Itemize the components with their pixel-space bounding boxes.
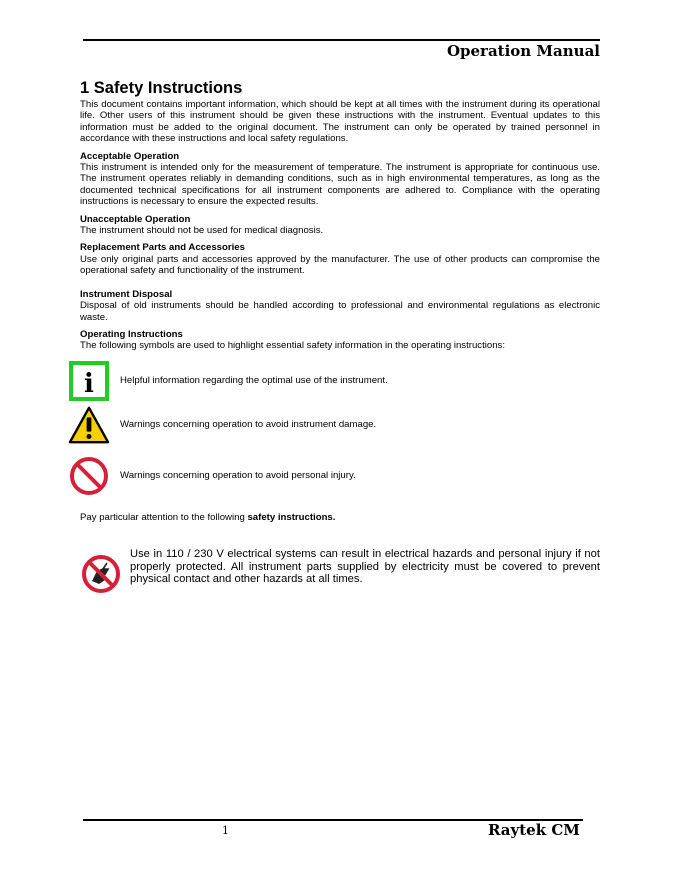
acceptable-operation-text: This instrument is intended only for the measurement of temperature. The instrument is appropriate for continuous use. The instrument operates reliably in demanding conditions, such as in high environmental temperatures, as long as the documented technical specifications for all instrument components are adhered to. Compliance with the operating instructions is necessary to ensure the expected results. [80,162,600,208]
footer-brand: Raytek CM [488,821,580,839]
unacceptable-operation-text: The instrument should not be used for medical diagnosis. [80,225,324,237]
unacceptable-operation-title: Unacceptable Operation [80,213,191,225]
replacement-parts-title: Replacement Parts and Accessories [80,242,245,254]
intro-paragraph: This document contains important information, which should be kept at all times with the instrument during its operational life. Other users of this instrument should be given these instructions with the instrument. Eventual updates to this information must be added to the original document. The instrument can only be operated by trained personnel in accordance with these instructions and local safety regulations. [80,99,600,145]
acceptable-operation-title: Acceptable Operation [80,150,180,162]
page-number: 1 [222,824,229,837]
header-title: Operation Manual [446,42,600,60]
operating-instructions-title: Operating Instructions [80,328,183,340]
instrument-disposal-title: Instrument Disposal [80,288,173,300]
section-heading: 1 Safety Instructions [80,79,243,97]
symbol-row-info [68,360,388,402]
attention-prefix: Pay particular attention to the following [80,511,248,523]
electrical-warning-block [80,548,600,608]
operating-instructions-text: The following symbols are used to highlight essential safety information in the operating instructions: [80,340,506,352]
no-touch-electric-icon [81,554,121,594]
header-rule [83,39,600,41]
acceptable-operation-section [80,151,600,208]
symbol-info-text: Helpful information regarding the optimal use of the instrument. [120,375,388,387]
instrument-disposal-section [80,289,600,323]
prohibition-icon [68,455,110,497]
operating-instructions-section [80,329,600,352]
symbol-prohibition-text: Warnings concerning operation to avoid personal injury. [120,470,356,482]
unacceptable-operation-section [80,214,600,237]
info-icon [68,360,110,402]
replacement-parts-section [80,242,600,276]
replacement-parts-text: Use only original parts and accessories approved by the manufacturer. The use of other products can compromise the operational safety and functionality of the instrument. [80,253,600,277]
symbol-row-warning [68,404,376,446]
symbol-warning-text: Warnings concerning operation to avoid instrument damage. [120,419,377,431]
electrical-warning-text: Use in 110 / 230 V electrical systems can result in electrical hazards and personal injury if not properly protected. All instrument parts supplied by electricity must be covered to prevent physical contact and other hazards at all times. [130,547,600,586]
attention-line [80,512,600,523]
svg-text:i: i [84,368,94,399]
symbol-legend [80,352,600,502]
document-body [80,79,600,608]
instrument-disposal-text: Disposal of old instruments should be handled according to professional and environmental regulations as electronic waste. [80,300,600,323]
warning-triangle-icon [68,404,110,446]
attention-bold: safety instructions. [247,511,336,523]
symbol-row-prohibition [68,455,356,497]
